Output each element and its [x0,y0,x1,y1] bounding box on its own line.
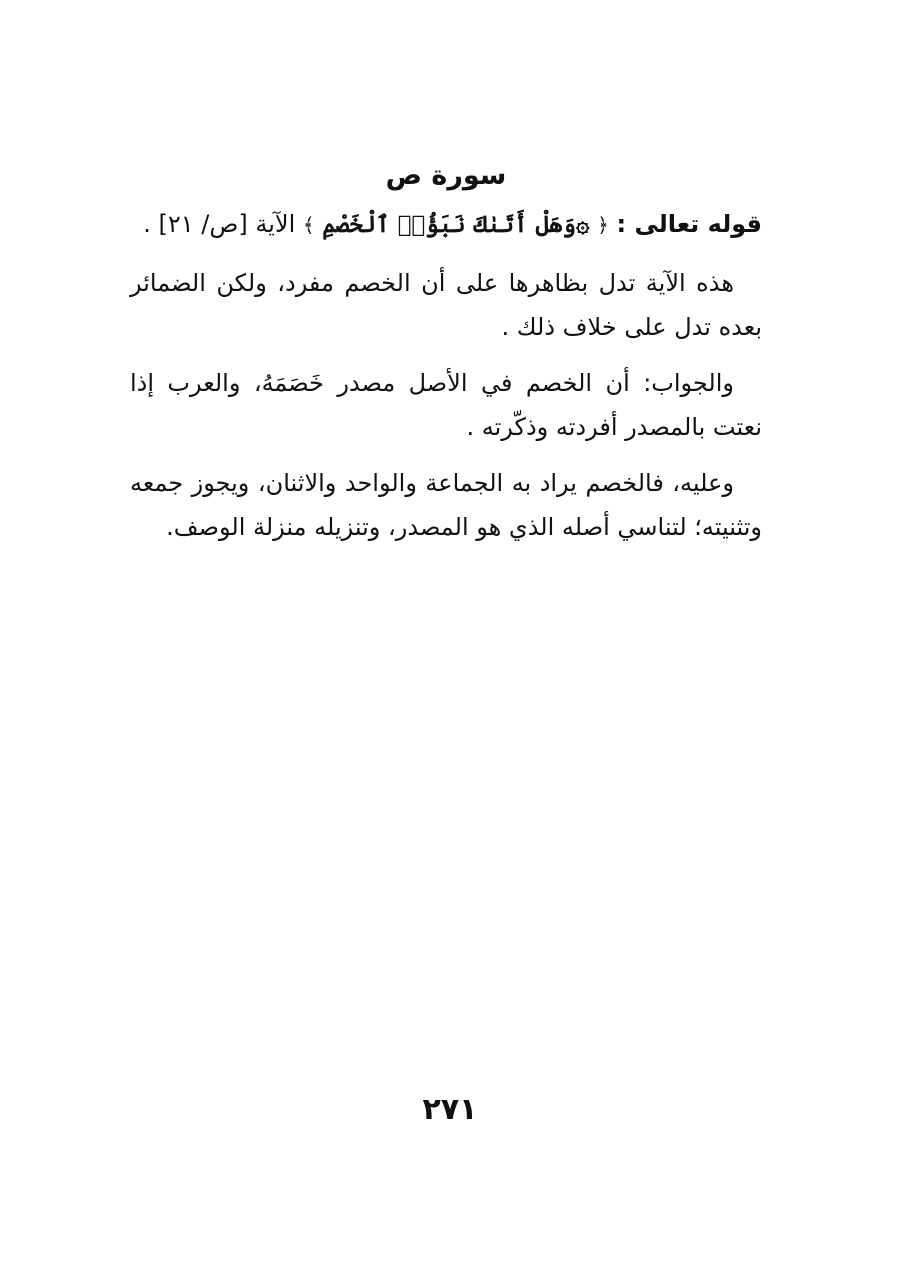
paragraph-conclusion: وعليه، فالخصم يراد به الجماعة والواحد والاثنان، ويجوز جمعه وتثنيته؛ لتناسي أصله الذي هو المصدر، وتنزيله منزلة الوصف. [130,469,762,541]
verse-close-bracket: ﴾ [302,213,315,237]
quran-verse-text: ۞وَهَلْ أَتَىٰكَ نَبَؤُا۟ ٱلْخَصْمِ [322,211,590,238]
verse-reference: الآية [ص/ ٢١] . [143,210,296,238]
page-number: ٢٧١ [422,1092,478,1127]
verse-intro: قوله تعالى : [616,210,762,238]
surah-title: سورة ص [385,160,507,191]
verse-line [130,204,762,245]
paragraph-question: هذه الآية تدل بظاهرها على أن الخصم مفرد، ولكن الضمائر بعده تدل على خلاف ذلك . [130,269,762,341]
verse-open-bracket: ﴿ [597,213,609,237]
paragraph-answer: والجواب: أن الخصم في الأصل مصدر خَصَمَهُ، والعرب إذا نعتت بالمصدر أفردته وذكّرته . [130,369,762,441]
page-content [130,148,762,561]
